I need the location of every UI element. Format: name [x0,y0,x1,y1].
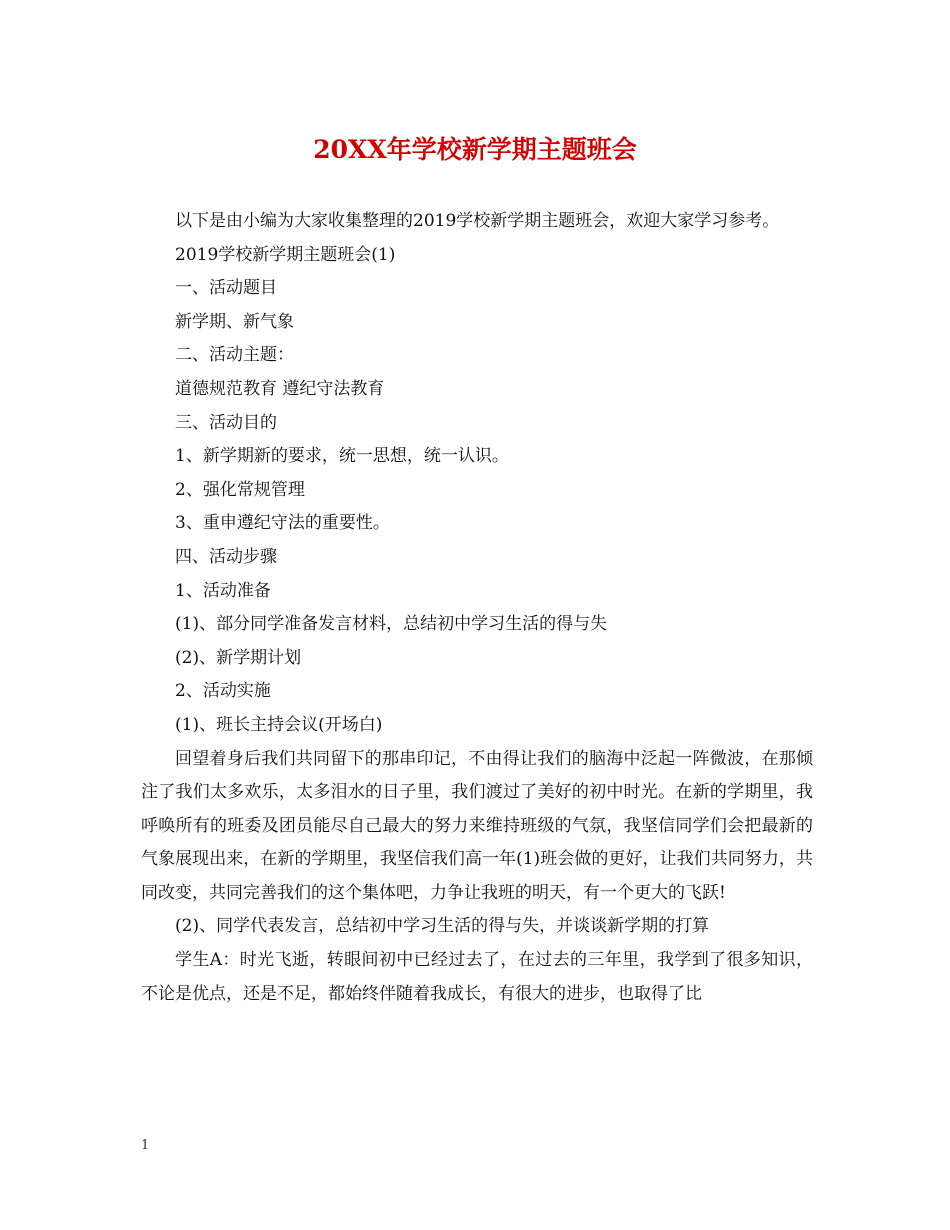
section-heading: 2019学校新学期主题班会(1) [175,244,396,265]
activity-purpose-heading: 三、活动目的 [175,412,277,433]
student-a-paragraph: 学生A：时光飞逝，转眼间初中已经过去了，在过去的三年里，我学到了很多知识，不论是优点，还是不足，都始终伴随着我成长，有很大的进步，也取得了比 [141,950,813,1004]
page-number: 1 [141,1138,150,1153]
implementation-item-1: (1)、班长主持会议(开场白) [175,714,383,735]
intro-paragraph: 以下是由小编为大家收集整理的2019学校新学期主题班会，欢迎大家学习参考。 [175,211,780,231]
activity-theme-text: 道德规范教育 遵纪守法教育 [175,378,385,399]
activity-title-text: 新学期、新气象 [175,311,294,332]
activity-theme-heading: 二、活动主题： [175,345,294,366]
activity-steps-heading: 四、活动步骤 [175,546,277,567]
document-body [141,205,813,1011]
activity-title-heading: 一、活动题目 [175,278,277,299]
step-preparation-heading: 1、活动准备 [175,580,271,601]
document-title: 20XX年学校新学期主题班会 [313,135,637,164]
purpose-item-1: 1、新学期新的要求，统一思想，统一认识。 [175,446,509,467]
purpose-item-2: 2、强化常规管理 [175,479,305,500]
purpose-item-3: 3、重申遵纪守法的重要性。 [175,513,390,534]
preparation-item-2: (2)、新学期计划 [175,647,302,668]
preparation-item-1: (1)、部分同学准备发言材料，总结初中学习生活的得与失 [175,614,608,635]
implementation-item-2: (2)、同学代表发言，总结初中学习生活的得与失，并谈谈新学期的打算 [175,916,710,937]
step-implementation-heading: 2、活动实施 [175,681,271,702]
monitor-speech-paragraph: 回望着身后我们共同留下的那串印记，不由得让我们的脑海中泛起一阵微波，在那倾注了我们太多欢乐，太多泪水的日子里，我们渡过了美好的初中时光。在新的学期里，我呼唤所有的班委及团员能尽自己最大的努力来维持班级的气氛，我坚信同学们会把最新的气象展现出来，在新的学期里，我坚信我们高一年(1)班会做的更好，让我们共同努力，共同改变，共同完善我们的这个集体吧，力争让我班的明天，有一个更大的飞跃! [141,748,813,903]
